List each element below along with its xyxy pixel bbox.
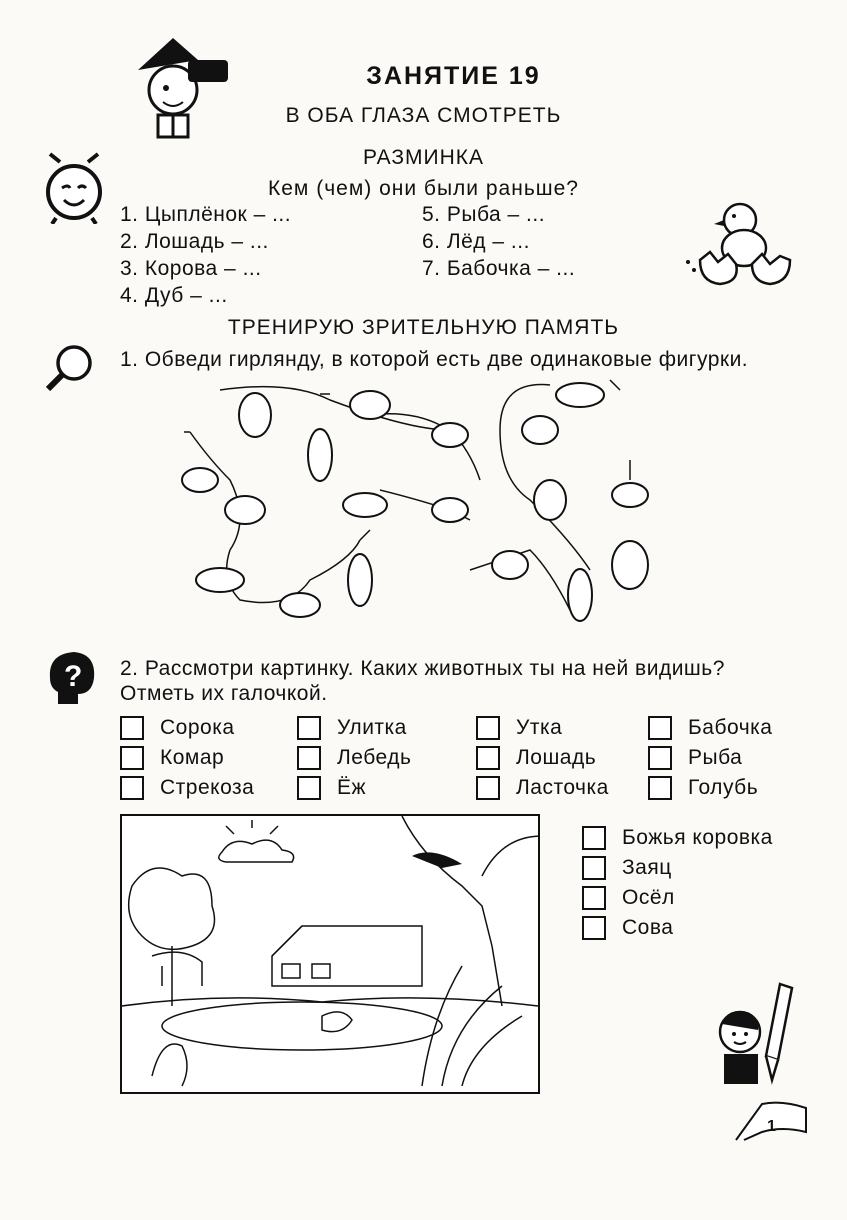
checkbox-label: Осёл	[622, 886, 675, 909]
checkbox-lebed[interactable]	[297, 746, 321, 770]
checkbox-label: Комар	[160, 746, 225, 769]
checkbox-label: Бабочка	[688, 716, 773, 739]
checkbox-label: Лебедь	[337, 746, 412, 769]
garland-illustration	[170, 370, 650, 640]
lesson-title: ЗАНЯТИЕ 19	[366, 62, 541, 90]
checkbox-utka[interactable]	[476, 716, 500, 740]
checkbox-label: Сорока	[160, 716, 235, 739]
pencil-kid-icon	[710, 980, 806, 1090]
page-number: 1	[767, 1118, 776, 1135]
checkbox-golub[interactable]	[648, 776, 672, 800]
checkbox-label: Рыба	[688, 746, 743, 769]
checkbox-komar[interactable]	[120, 746, 144, 770]
checkbox-label: Утка	[516, 716, 563, 739]
checkbox-soroka[interactable]	[120, 716, 144, 740]
checkbox-sova[interactable]	[582, 916, 606, 940]
warmup-item: 1. Цыплёнок – ...	[120, 203, 292, 226]
warmup-heading: РАЗМИНКА	[362, 146, 485, 169]
checkbox-lastochka[interactable]	[476, 776, 500, 800]
checkbox-label: Божья коровка	[622, 826, 773, 849]
checkbox-loshad[interactable]	[476, 746, 500, 770]
task1-text: 1. Обведи гирлянду, в которой есть две одинаковые фигурки.	[120, 348, 749, 371]
checkbox-bozhya-korovka[interactable]	[582, 826, 606, 850]
checkbox-label: Голубь	[688, 776, 759, 799]
checkbox-label: Ласточка	[516, 776, 609, 799]
checkbox-strekoza[interactable]	[120, 776, 144, 800]
magnifier-icon	[44, 343, 96, 391]
checkbox-yozh[interactable]	[297, 776, 321, 800]
warmup-question: Кем (чем) они были раньше?	[268, 177, 579, 200]
checkbox-label: Лошадь	[516, 746, 597, 769]
question-head-icon	[44, 648, 100, 708]
warmup-item: 7. Бабочка – ...	[422, 257, 576, 280]
warmup-item: 6. Лёд – ...	[422, 230, 530, 253]
checkbox-label: Ёж	[337, 776, 367, 799]
checkbox-osyol[interactable]	[582, 886, 606, 910]
task2-line2: Отметь их галочкой.	[120, 682, 328, 705]
task2-line1: 2. Рассмотри картинку. Каких животных ты на ней видишь?	[120, 657, 725, 680]
checkbox-babochka[interactable]	[648, 716, 672, 740]
checkbox-label: Заяц	[622, 856, 672, 879]
lesson-subtitle: В ОБА ГЛАЗА СМОТРЕТЬ	[285, 104, 562, 127]
scene-picture	[120, 814, 540, 1094]
warmup-item: 3. Корова – ...	[120, 257, 262, 280]
warmup-item: 4. Дуб – ...	[120, 284, 228, 307]
checkbox-zayats[interactable]	[582, 856, 606, 880]
checkbox-label: Улитка	[337, 716, 407, 739]
checkbox-label: Стрекоза	[160, 776, 255, 799]
memory-heading: ТРЕНИРУЮ ЗРИТЕЛЬНУЮ ПАМЯТЬ	[227, 316, 620, 339]
warmup-item: 5. Рыба – ...	[422, 203, 546, 226]
checkbox-ryba[interactable]	[648, 746, 672, 770]
chick-icon	[680, 190, 800, 290]
warmup-item: 2. Лошадь – ...	[120, 230, 269, 253]
svg-text:?: ?	[64, 660, 83, 693]
checkbox-label: Сова	[622, 916, 674, 939]
checkbox-ulitka[interactable]	[297, 716, 321, 740]
